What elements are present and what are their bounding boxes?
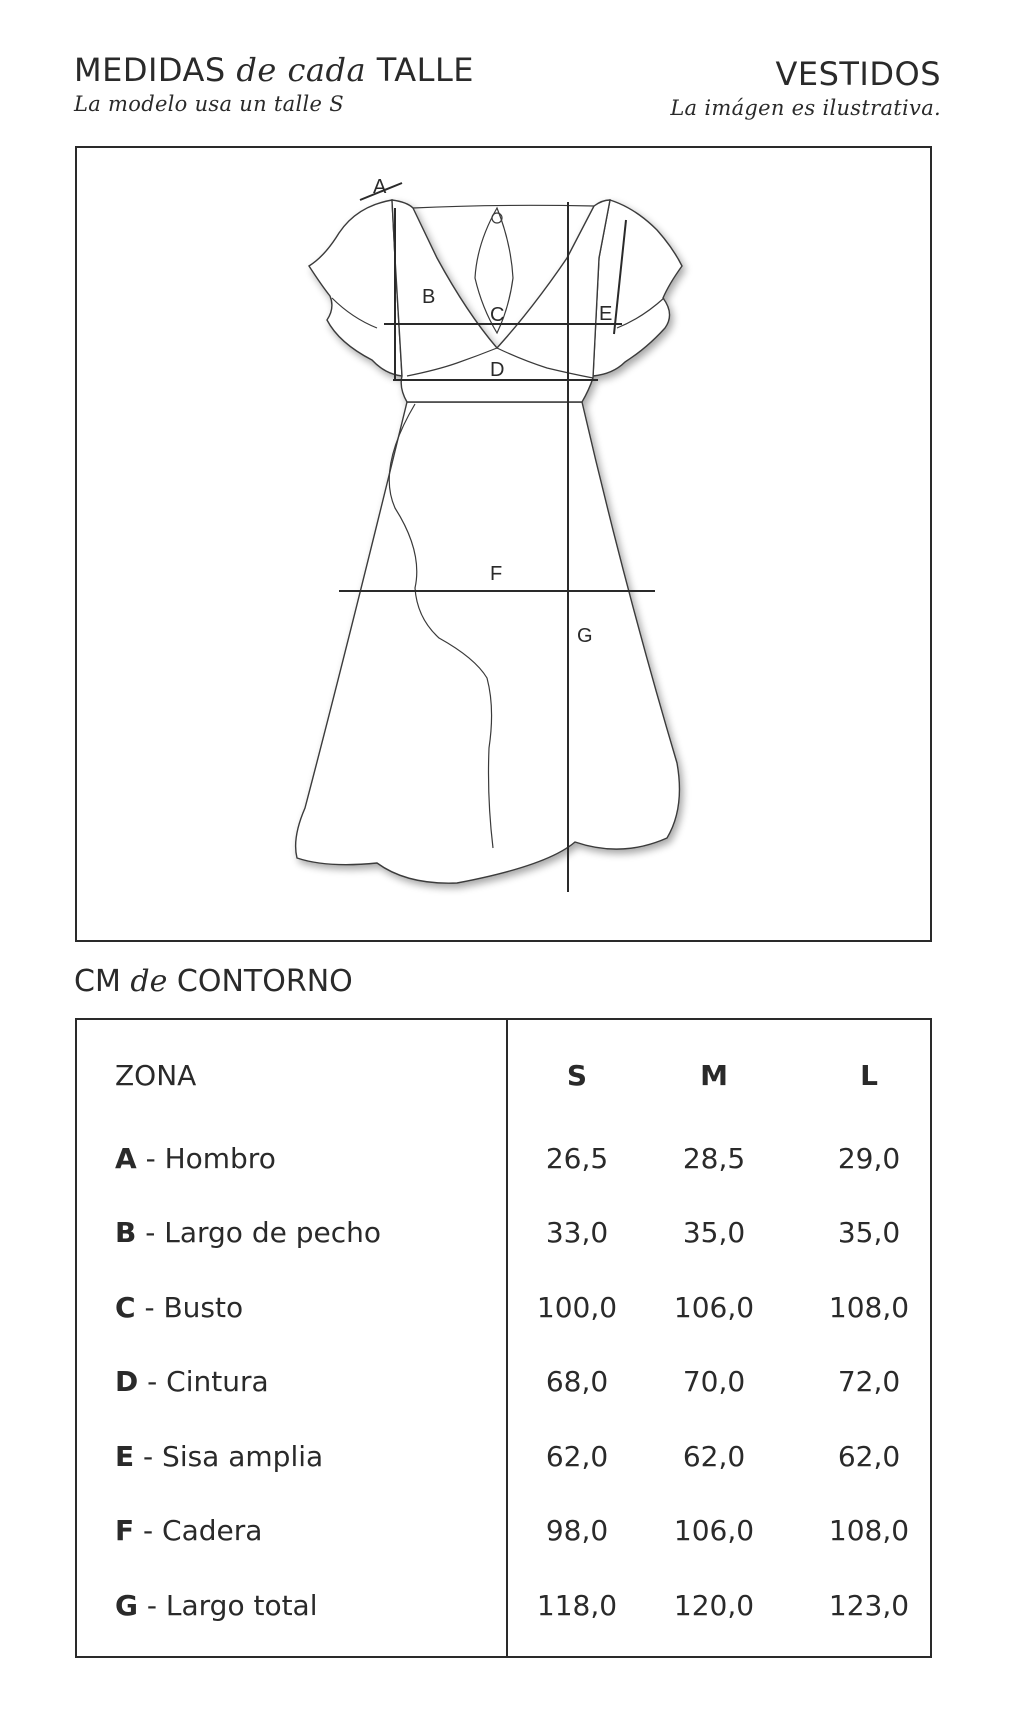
zone-name: - Hombro	[136, 1142, 276, 1175]
zone-label	[115, 1288, 243, 1328]
value-s: 100,0	[536, 1291, 618, 1324]
value-m: 28,5	[682, 1142, 746, 1175]
label-g: G	[577, 625, 593, 647]
value-l: 72,0	[837, 1365, 901, 1398]
zone-label	[115, 1362, 269, 1402]
size-l-header: L	[860, 1059, 878, 1092]
value-l: 62,0	[837, 1440, 901, 1473]
label-d: D	[490, 359, 505, 381]
label-e: E	[599, 303, 613, 325]
zone-name: - Cadera	[134, 1514, 263, 1547]
table-row	[77, 1288, 930, 1328]
zone-label	[115, 1511, 262, 1551]
zone-letter: E	[115, 1440, 135, 1473]
zone-label	[115, 1139, 276, 1179]
value-l: 123,0	[828, 1589, 910, 1622]
zone-letter: F	[115, 1514, 135, 1547]
value-s: 26,5	[545, 1142, 609, 1175]
section-part2: CONTORNO	[176, 964, 353, 999]
table-row	[77, 1586, 930, 1626]
size-table	[75, 1018, 932, 1658]
label-f: F	[490, 563, 503, 585]
zone-letter: B	[115, 1216, 137, 1249]
header-left	[74, 50, 474, 116]
value-s: 33,0	[545, 1216, 609, 1249]
value-l: 35,0	[837, 1216, 901, 1249]
zone-name: - Busto	[135, 1291, 244, 1324]
dress-skirt	[296, 402, 680, 883]
value-m: 62,0	[682, 1440, 746, 1473]
value-s: 62,0	[545, 1440, 609, 1473]
title-part2: TALLE	[376, 51, 475, 89]
dress-left-sleeve	[309, 200, 402, 376]
section-italic: de	[130, 964, 168, 999]
page-title	[74, 50, 474, 90]
table-row	[77, 1213, 930, 1253]
dress-right-sleeve	[593, 200, 682, 376]
value-m: 120,0	[673, 1589, 755, 1622]
value-m: 70,0	[682, 1365, 746, 1398]
size-s-header: S	[566, 1059, 588, 1092]
zone-letter: G	[115, 1589, 138, 1622]
dress-neck-strap	[413, 205, 594, 208]
value-s: 118,0	[536, 1589, 618, 1622]
dress-technical-drawing	[77, 148, 930, 940]
table-row	[77, 1362, 930, 1402]
value-s: 68,0	[545, 1365, 609, 1398]
model-size-note: La modelo usa un talle S	[74, 92, 344, 116]
zone-letter: A	[115, 1142, 137, 1175]
table-row	[77, 1511, 930, 1551]
category-title: VESTIDOS	[775, 55, 941, 93]
dress-diagram-box	[75, 146, 932, 942]
table-row	[77, 1437, 930, 1477]
label-b: B	[422, 286, 436, 308]
zone-name: - Largo de pecho	[136, 1216, 382, 1249]
section-part1: CM	[74, 964, 121, 999]
zone-header: ZONA	[115, 1059, 197, 1092]
zone-letter: D	[115, 1365, 139, 1398]
table-header-row	[77, 1056, 930, 1096]
title-part1: MEDIDAS	[74, 51, 226, 89]
label-c: C	[490, 304, 505, 326]
zone-name: - Sisa amplia	[134, 1440, 324, 1473]
zone-label	[115, 1213, 381, 1253]
zone-name: - Cintura	[138, 1365, 269, 1398]
section-title	[74, 964, 353, 999]
value-m: 106,0	[673, 1514, 755, 1547]
zone-name: - Largo total	[137, 1589, 318, 1622]
value-s: 98,0	[545, 1514, 609, 1547]
value-m: 106,0	[673, 1291, 755, 1324]
value-l: 29,0	[837, 1142, 901, 1175]
table-row	[77, 1139, 930, 1179]
value-l: 108,0	[828, 1514, 910, 1547]
value-m: 35,0	[682, 1216, 746, 1249]
title-italic: de cada	[236, 51, 367, 89]
table-divider	[506, 1020, 508, 1656]
size-m-header: M	[700, 1059, 728, 1092]
zone-letter: C	[115, 1291, 136, 1324]
zone-label	[115, 1437, 323, 1477]
header-right	[670, 54, 941, 120]
zone-label	[115, 1586, 318, 1626]
illustrative-note: La imágen es ilustrativa.	[670, 96, 941, 120]
label-a: A	[373, 176, 387, 198]
value-l: 108,0	[828, 1291, 910, 1324]
